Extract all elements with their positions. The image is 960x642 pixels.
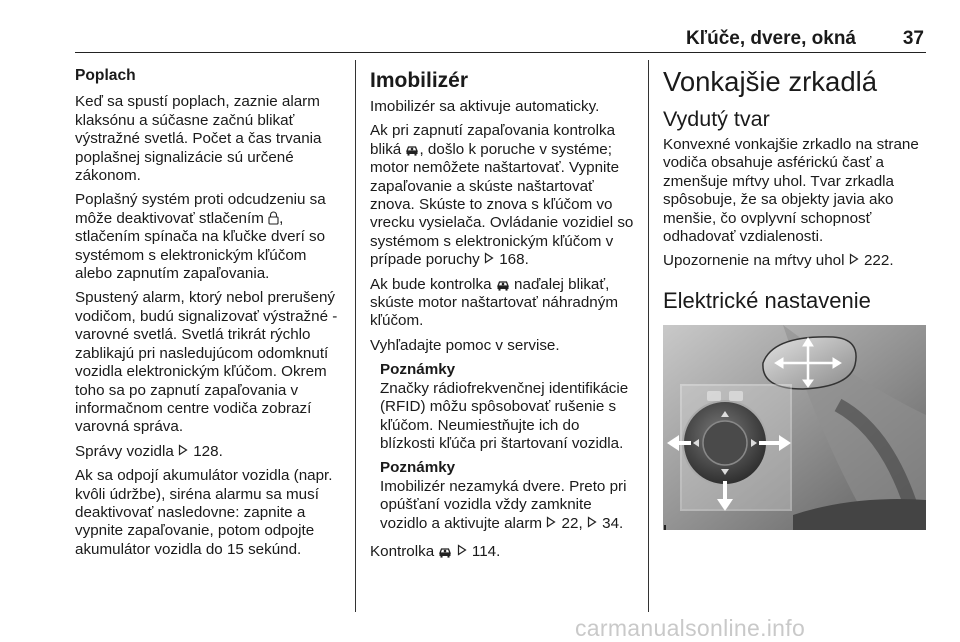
note-doors	[380, 459, 636, 533]
section-title: Kľúče, dvere, okná	[686, 28, 856, 49]
note-text: Imobilizér nezamyká dvere. Preto pri opúšťaní vozidla vždy zamknite vozidlo a aktivujte alarm 22, 34.	[380, 477, 627, 532]
alarm-paragraph-1: Keď sa spustí poplach, zaznie alarm klaksónu a súčasne začnú blikať výstražné svetlá. Počet a čas trvania poplašnej signalizácie sú určené zákonom.	[75, 93, 322, 185]
reference-triangle-icon	[178, 444, 188, 456]
immobilizer-car-key-icon	[405, 144, 419, 156]
immobilizer-paragraph-2: Ak pri zapnutí zapaľovania kontrolka bliká , došlo k poruche v systéme; motor nemôžete naštartovať. Vypnite zapaľovanie a skúste naštartovať znova. Skúste to znova s kľúčom vo vrecku vysielača. Ovládanie vozidiel so systémom s elektronickým kľúčom v prípade poruchy 168.	[370, 122, 634, 269]
column-divider-1	[355, 60, 356, 612]
immobilizer-car-key-icon	[438, 546, 452, 558]
watermark: carmanualsonline.info	[575, 615, 806, 641]
alarm-paragraph-2: Poplašný systém proti odcudzeniu sa môže deaktivovať stlačením , stlačením spínača na kľučke dverí so systémom s elektronickým kľúčom alebo zapnutím zapaľovania.	[75, 191, 326, 283]
alarm-heading: Poplach	[75, 67, 136, 84]
column-alarm	[75, 60, 347, 565]
convex-subheading: Vydutý tvar	[663, 107, 770, 131]
reference-triangle-icon	[849, 253, 859, 265]
reference-triangle-icon	[457, 544, 467, 556]
alarm-paragraph-3: Spustený alarm, ktorý nebol prerušený vodičom, budú signalizovať výstražné - varovné svetlá. Svetlá trikrát rýchlo zablikajú pri nasledujúcom odomknutí vozidla elektronickým kľúčom. Okrem toho sa po zapnutí zapaľovania v informačnom centre vodiča zobrazí varovná správa.	[75, 289, 338, 436]
mirror-adjustment-illustration	[663, 325, 926, 530]
note-rfid	[380, 361, 636, 453]
note-text: Značky rádiofrekvenčnej identifikácie (RFID) môžu spôsobovať rušenie s kľúčom. Neumiestňujte ich do blízkosti kľúča pri štartovaní vozidla.	[380, 379, 629, 452]
mirrors-heading: Vonkajšie zrkadlá	[663, 66, 878, 97]
convex-paragraph: Konvexné vonkajšie zrkadlo na strane vodiča obsahuje asférickú časť a zmenšuje mŕtvy uhol. Tvar zrkadla spôsobuje, že sa objekty javia ako menšie, čo ovplyvní schopnosť odhadovať vzdialenosti.	[663, 136, 919, 246]
reference-triangle-icon	[546, 516, 556, 528]
alarm-paragraph-5: Ak sa odpojí akumulátor vozidla (napr. kvôli údržbe), siréna alarmu sa musí deaktivovať nasledovne: zapnite a vypnite zapaľovanie, potom odpojte akumulátor vozidla do 15 sekúnd.	[75, 467, 333, 558]
immobilizer-paragraph-5: Kontrolka 114.	[370, 542, 501, 560]
alarm-paragraph-4: Správy vozidla 128.	[75, 442, 223, 460]
electric-adjust-heading: Elektrické nastavenie	[663, 287, 871, 313]
note-title: Poznámky	[380, 361, 456, 379]
immobilizer-car-key-icon	[496, 279, 510, 291]
immobilizer-heading: Imobilizér	[370, 69, 469, 92]
note-title: Poznámky	[380, 459, 456, 477]
column-divider-2	[648, 60, 649, 612]
column-immobilizer	[370, 60, 636, 567]
page-header	[75, 26, 926, 53]
immobilizer-paragraph-4: Vyhľadajte pomoc v servise.	[370, 336, 560, 354]
immobilizer-paragraph-1: Imobilizér sa aktivuje automaticky.	[370, 98, 600, 115]
blindspot-paragraph: Upozornenie na mŕtvy uhol 222.	[663, 252, 894, 270]
page-number: 37	[902, 28, 924, 49]
reference-triangle-icon	[484, 252, 494, 264]
immobilizer-paragraph-3: Ak bude kontrolka naďalej blikať, skúste motor naštartovať náhradným kľúčom.	[370, 275, 618, 330]
reference-triangle-icon	[587, 516, 597, 528]
column-mirrors	[663, 60, 929, 530]
padlock-icon	[268, 211, 279, 225]
